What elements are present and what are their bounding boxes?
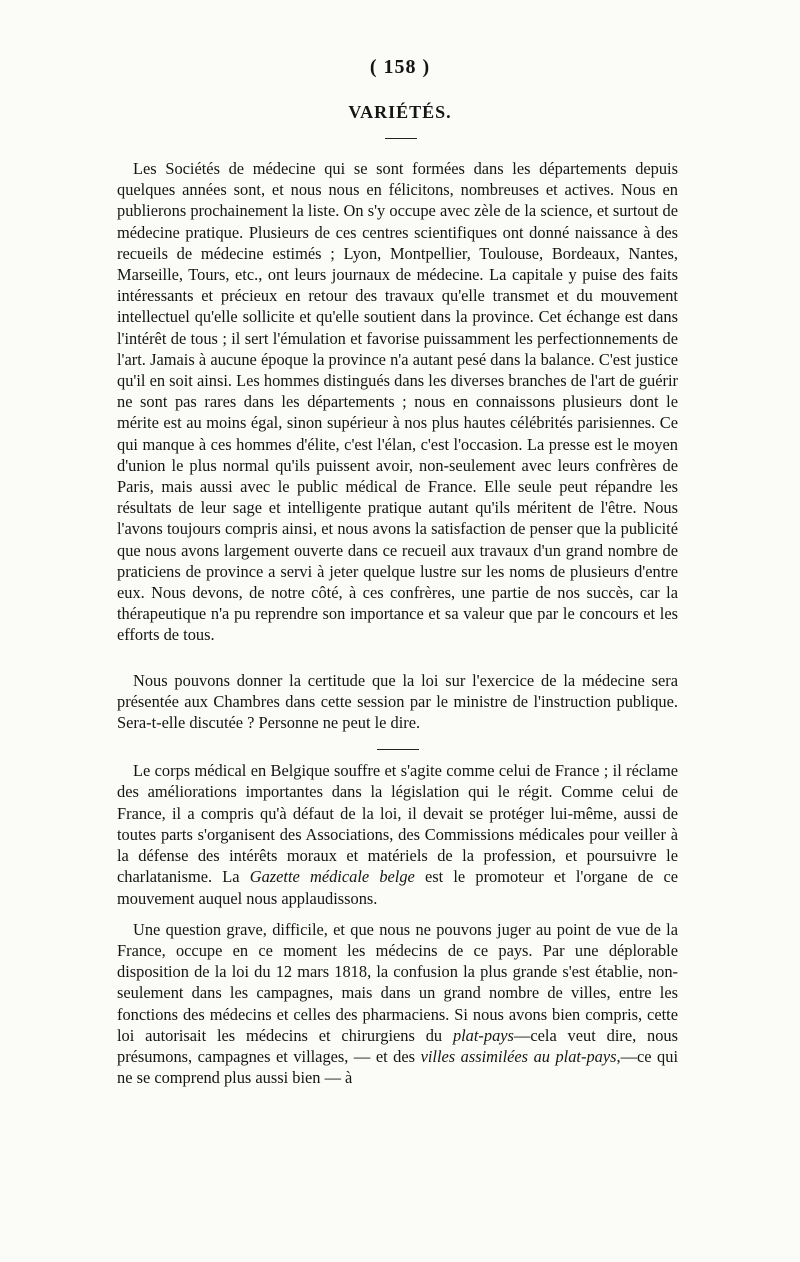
separator-rule (377, 749, 419, 750)
paragraph-pharmacy-question (117, 919, 678, 1089)
question-text-1: Une question grave, difficile, et que nous ne pouvons juger au point de vue de la France, occupe en ce moment les médecins de ce pays. Par une déplorable disposition de la loi du 12 mars 1818, la confusion la plus grande s'est établie, non-seulement dans les campagnes, mais dans un grand nombre de villes, entre les fonctions des médecins et celles des pharmaciens. Si nous avons bien compris, cette loi autorisait les médecins et chirurgiens du (117, 919, 678, 1045)
question-text-2: —cela veut dire, nous présumons, campagnes et villages, — et des (117, 1025, 679, 1066)
paragraph-medical-law: Nous pouvons donner la certitude que la loi sur l'exercice de la médecine sera présentée aux Chambres dans cette session par le ministre de l'instruction publique. Sera-t-elle discutée ? Personne ne peut le dire. (117, 670, 678, 733)
title-rule (385, 138, 417, 139)
page-number: ( 158 ) (369, 56, 431, 78)
belgium-text-before: Le corps médical en Belgique souffre et s'agite comme celui de France ; il réclame des améliorations importantes dans la législation qui le régit. Comme celui de France, il a compris qu'à défaut de la loi, il devait se protéger lui-même, aussi de toutes parts s'organisent des Associations, des Commissions médicales pour veiller à la défense des intérêts moraux et matériels de la profession, et poursuivre le charlatanisme. La (117, 761, 678, 887)
section-title: VARIÉTÉS. (348, 102, 452, 122)
article-body (117, 158, 678, 1088)
term-plat-pays: plat-pays (452, 1025, 514, 1045)
belgium-text-after: est le promoteur et l'organe de ce mouvement auquel nous applaudissons. (117, 867, 679, 908)
journal-title: Gazette médicale belge (249, 867, 415, 887)
question-text-3: ,—ce qui ne se comprend plus aussi bien — à (117, 1046, 679, 1088)
term-villes-assimilees: villes assimilées au plat-pays (420, 1046, 617, 1066)
paragraph-medical-societies: Les Sociétés de médecine qui se sont formées dans les départements depuis quelques années sont, et nous nous en félicitons, nombreuses et actives. Nous en publierons prochainement la liste. On s'y occupe avec zèle de la science, et surtout de médecine pratique. Plusieurs de ces centres scientifiques ont donné naissance à des recueils de médecine estimés ; Lyon, Montpellier, Toulouse, Bordeaux, Nantes, Marseille, Tours, etc., ont leurs journaux de médecine. La capitale y puise des faits intéressants et précieux en retour des travaux qu'elle transmet et du mouvement intellectuel qu'elle sollicite et qu'elle soutient dans la province. Cet échange est dans l'intérêt de tous ; il sert l'émulation et favorise puissamment les perfectionnements de l'art. Jamais à aucune époque la province n'a autant pesé dans la balance. C'est justice qu'il en soit ainsi. Les hommes distingués dans les diverses branches de l'art de guérir ne sont pas rares dans les départements ; nous en connaissons plusieurs dont le mérite est au moins égal, sinon supérieur à nos plus hautes célébrités parisiennes. Ce qui manque à ces hommes d'élite, c'est l'élan, c'est l'occasion. La presse est le moyen d'union le plus normal qu'ils puissent avoir, non-seulement avec leurs confrères de Paris, mais aussi avec le public médical de France. Elle seule peut répandre les résultats de leur sage et intelligente pratique autant qu'ils méritent de l'être. Nous l'avons toujours compris ainsi, et nous avons la satisfaction de penser que la publicité que nous avons largement ouverte dans ce recueil aux travaux d'un grand nombre de praticiens de province a servi à jeter quelque lustre sur les noms de plusieurs d'entre eux. Nous devons, de notre côté, à ces confrères, une partie de nos succès, car la thérapeutique n'a pu reprendre son importance et sa valeur que par le concours et les efforts de tous. (117, 159, 678, 645)
paragraph-belgium (117, 760, 678, 908)
